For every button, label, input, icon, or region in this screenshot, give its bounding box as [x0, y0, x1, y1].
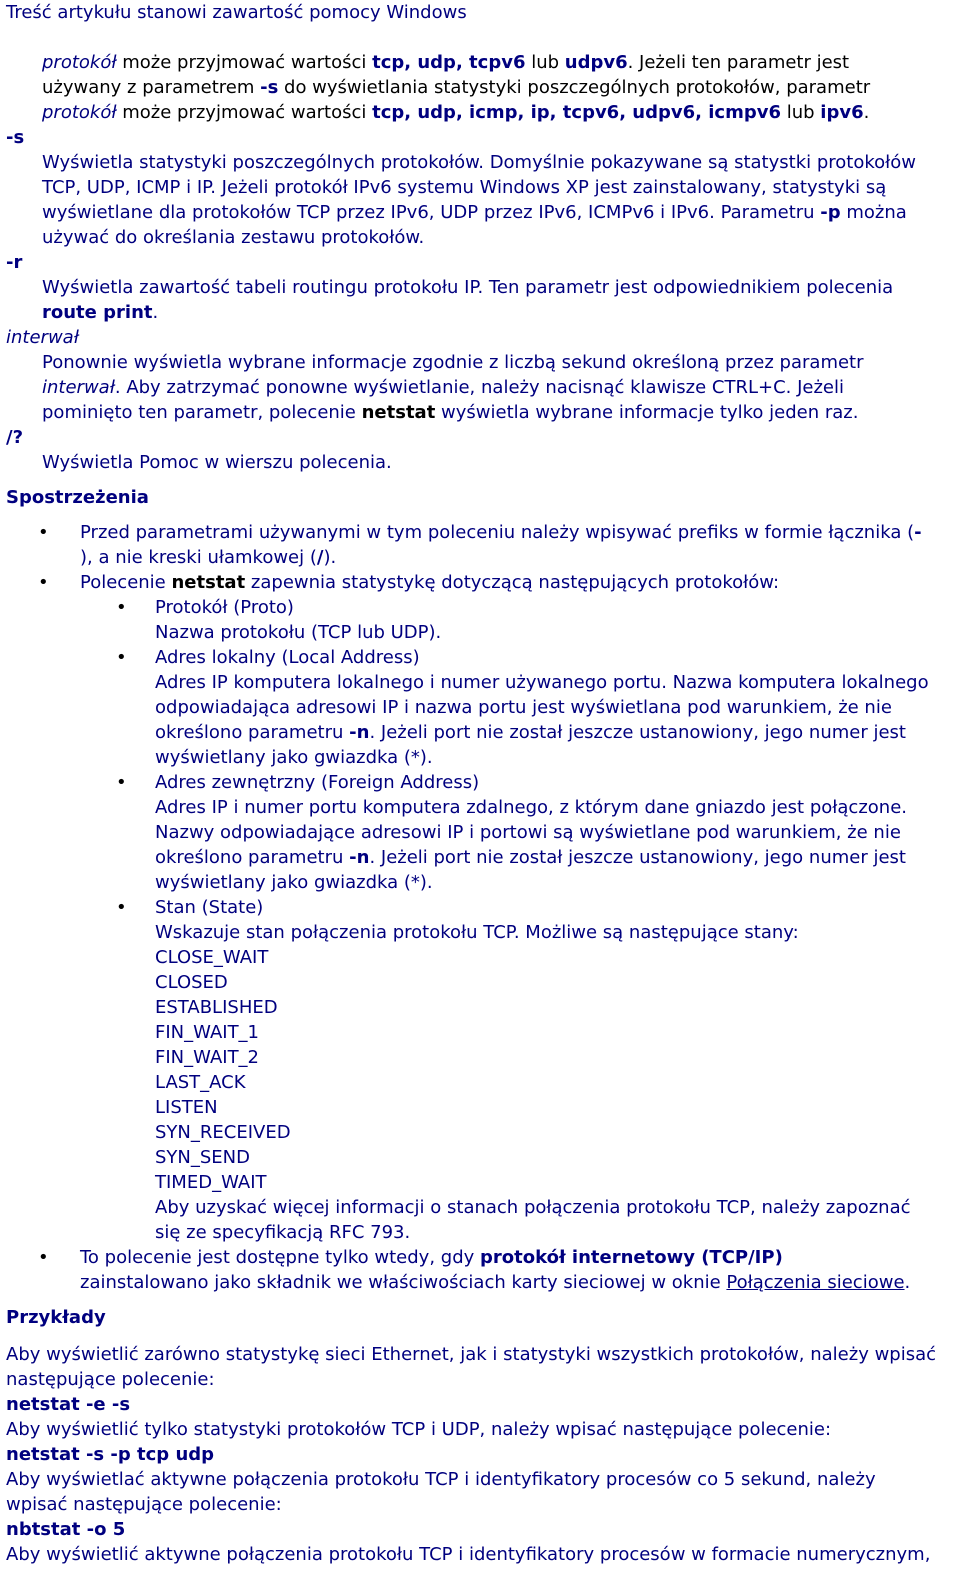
example-2-command: netstat -s -p tcp udp	[6, 1444, 215, 1465]
bullet-3-line-1	[80, 1245, 956, 1270]
help-line-1: Wyświetla Pomoc w wierszu polecenia.	[42, 452, 392, 473]
bullet-icon: •	[116, 597, 127, 618]
state-item: CLOSE_WAIT	[155, 947, 269, 968]
bullet-3-line-2	[80, 1270, 956, 1295]
state-more-line-1: Aby uzyskać więcej informacji o stanach połączenia protokołu TCP, należy zapoznać	[155, 1197, 911, 1218]
bullet-icon: •	[116, 897, 127, 918]
interwal-line-3	[42, 400, 954, 425]
bullet-2-line-1	[80, 570, 956, 595]
s-line-1: Wyświetla statystyki poszczególnych protokołów. Domyślnie pokazywane są statystki protokołów	[42, 152, 917, 173]
state-item: FIN_WAIT_1	[155, 1022, 260, 1043]
command: route print	[42, 302, 153, 323]
values: tcp, udp, icmp, ip, tcpv6, udpv6, icmpv6	[372, 102, 781, 123]
state-item: ESTABLISHED	[155, 997, 278, 1018]
local-line-3	[155, 720, 955, 745]
example-3-line-2: wpisać następujące polecenie:	[6, 1494, 282, 1515]
command: netstat	[171, 572, 246, 593]
s-line-4: używać do określania zestawu protokołów.	[42, 227, 425, 248]
text: lub	[525, 52, 565, 73]
example-1-line-2: następujące polecenie:	[6, 1369, 215, 1390]
bullet-1-line-2	[80, 545, 956, 570]
state-desc: Wskazuje stan połączenia protokołu TCP. Możliwe są następujące stany:	[155, 922, 799, 943]
text: . Aby zatrzymać ponowne wyświetlanie, należy nacisnąć klawisze CTRL+C. Jeżeli	[114, 377, 845, 398]
network-connections-link[interactable]: Połączenia sieciowe	[726, 1272, 905, 1293]
s-line-2: TCP, UDP, ICMP i IP. Jeżeli protokół IPv6 systemu Windows XP jest zainstalowany, statystyki są	[42, 177, 887, 198]
example-2-line-1: Aby wyświetlić tylko statystyki protokołów TCP i UDP, należy wpisać następujące polecenie:	[6, 1419, 832, 1440]
bullet-icon: •	[38, 572, 49, 593]
param: -n	[349, 847, 370, 868]
text: To polecenie jest dostępne tylko wtedy, gdy	[80, 1247, 480, 1268]
component-name: protokół internetowy (TCP/IP)	[480, 1247, 783, 1268]
text: może przyjmować wartości	[116, 52, 373, 73]
bullet-1-line-1	[80, 520, 956, 545]
state-item: SYN_RECEIVED	[155, 1122, 291, 1143]
proto-desc: Nazwa protokołu (TCP lub UDP).	[155, 622, 442, 643]
intro-line-3	[42, 100, 954, 125]
state-title: Stan (State)	[155, 897, 264, 918]
text: zainstalowano jako składnik we właściwościach karty sieciowej w oknie	[80, 1272, 727, 1293]
term-r: -r	[6, 252, 23, 273]
text: . Jeżeli ten parametr jest	[627, 52, 850, 73]
text: do wyświetlania statystyki poszczególnych protokołów, parametr	[278, 77, 871, 98]
state-item: LAST_ACK	[155, 1072, 246, 1093]
section-title-spostrzezenia: Spostrzeżenia	[6, 487, 149, 508]
text: Przed parametrami używanymi w tym poleceniu należy wpisywać prefiks w formie łącznika (	[80, 522, 915, 543]
foreign-line-2: Nazwy odpowiadające adresowi IP i portowi są wyświetlane pod warunkiem, że nie	[155, 822, 901, 843]
intro-line-1	[42, 50, 954, 75]
text: wyświetlane dla protokołów TCP przez IPv6, UDP przez IPv6, ICMPv6 i IPv6. Parametru	[42, 202, 821, 223]
term-s: -s	[6, 127, 25, 148]
text: ).	[323, 547, 337, 568]
example-3-line-1: Aby wyświetlać aktywne połączenia protokołu TCP i identyfikatory procesów co 5 sekund, należy	[6, 1469, 876, 1490]
param: -p	[820, 202, 841, 223]
text: można	[840, 202, 907, 223]
state-item: FIN_WAIT_2	[155, 1047, 260, 1068]
example-1-line-1: Aby wyświetlić zarówno statystykę sieci Ethernet, jak i statystyki wszystkich protokołów, należy wpisać	[6, 1344, 937, 1365]
foreign-line-3	[155, 845, 955, 870]
text: . Jeżeli port nie został jeszcze ustanowiony, jego numer jest	[369, 722, 906, 743]
state-item: LISTEN	[155, 1097, 218, 1118]
param: -s	[260, 77, 279, 98]
value: udpv6	[564, 52, 628, 73]
foreign-line-1: Adres IP i numer portu komputera zdalnego, z którym dane gniazdo jest połączone.	[155, 797, 907, 818]
param: -n	[349, 722, 370, 743]
value: ipv6	[820, 102, 864, 123]
term-help: /?	[6, 427, 24, 448]
state-item: CLOSED	[155, 972, 228, 993]
text: określono parametru	[155, 722, 350, 743]
intro-line-2	[42, 75, 954, 100]
text: lub	[781, 102, 821, 123]
text: pominięto ten parametr, polecenie	[42, 402, 362, 423]
page-header: Treść artykułu stanowi zawartość pomocy Windows	[6, 2, 467, 23]
text: . Jeżeli port nie został jeszcze ustanowiony, jego numer jest	[369, 847, 906, 868]
r-line-1: Wyświetla zawartość tabeli routingu protokołu IP. Ten parametr jest odpowiednikiem polecenia	[42, 277, 894, 298]
bullet-icon: •	[38, 1247, 49, 1268]
symbol: -	[914, 522, 922, 543]
param-name: protokół	[42, 52, 117, 73]
text: używany z parametrem	[42, 77, 261, 98]
text: ), a nie kreski ułamkowej (	[80, 547, 317, 568]
command: netstat	[361, 402, 436, 423]
example-4-line-1: Aby wyświetlić aktywne połączenia protokołu TCP i identyfikatory procesów w formacie numerycznym,	[6, 1544, 931, 1565]
symbol: /	[316, 547, 324, 568]
text: Polecenie	[80, 572, 172, 593]
param-name: interwał	[42, 377, 115, 398]
text: może przyjmować wartości	[116, 102, 373, 123]
example-3-command: nbtstat -o 5	[6, 1519, 126, 1540]
term-interwal: interwał	[6, 327, 79, 348]
state-item: TIMED_WAIT	[155, 1172, 267, 1193]
text: określono parametru	[155, 847, 350, 868]
s-line-3	[42, 200, 954, 225]
text: .	[863, 102, 870, 123]
local-line-1: Adres IP komputera lokalnego i numer używanego portu. Nazwa komputera lokalnego	[155, 672, 929, 693]
interwal-line-1: Ponownie wyświetla wybrane informacje zgodnie z liczbą sekund określoną przez parametr	[42, 352, 864, 373]
r-line-2	[42, 300, 954, 325]
text: .	[152, 302, 159, 323]
state-more-line-2: się ze specyfikacją RFC 793.	[155, 1222, 411, 1243]
bullet-icon: •	[38, 522, 49, 543]
values: tcp, udp, tcpv6	[372, 52, 526, 73]
interwal-line-2	[42, 375, 954, 400]
param-name: protokół	[42, 102, 117, 123]
text: .	[904, 1272, 911, 1293]
bullet-icon: •	[116, 647, 127, 668]
local-line-4: wyświetlany jako gwiazdka (*).	[155, 747, 433, 768]
section-title-przyklady: Przykłady	[6, 1307, 106, 1328]
example-1-command: netstat -e -s	[6, 1394, 131, 1415]
local-title: Adres lokalny (Local Address)	[155, 647, 420, 668]
foreign-title: Adres zewnętrzny (Foreign Address)	[155, 772, 480, 793]
foreign-line-4: wyświetlany jako gwiazdka (*).	[155, 872, 433, 893]
local-line-2: odpowiadająca adresowi IP i nazwa portu jest wyświetlana pod warunkiem, że nie	[155, 697, 892, 718]
proto-title: Protokół (Proto)	[155, 597, 294, 618]
text: zapewnia statystykę dotyczącą następujących protokołów:	[245, 572, 780, 593]
state-item: SYN_SEND	[155, 1147, 251, 1168]
text: wyświetla wybrane informacje tylko jeden raz.	[435, 402, 859, 423]
bullet-icon: •	[116, 772, 127, 793]
